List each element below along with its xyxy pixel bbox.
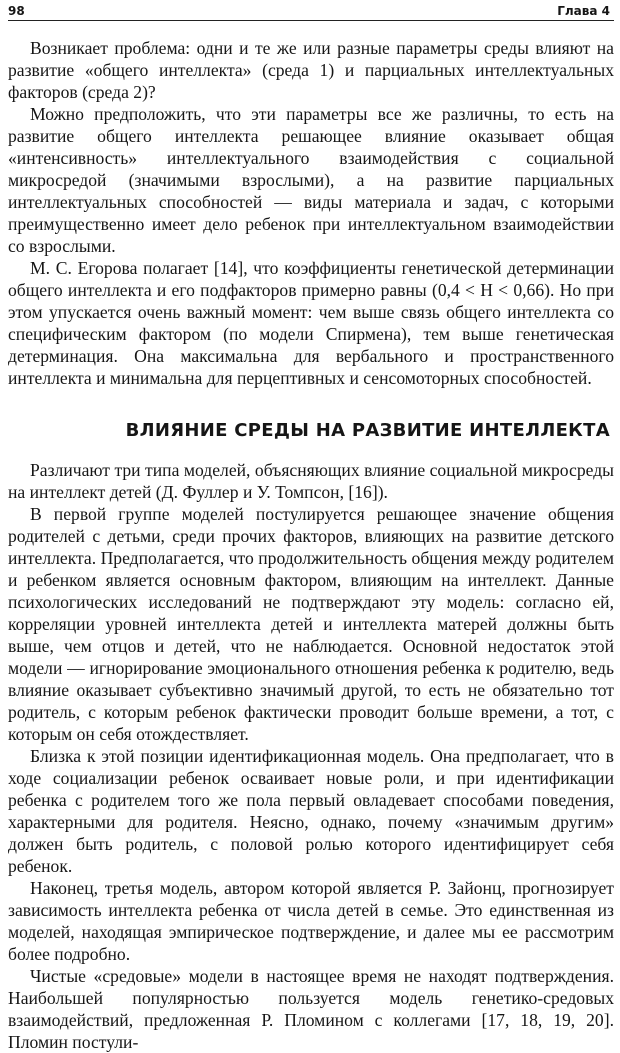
chapter-title: Глава 4 (557, 4, 610, 18)
paragraph: Наконец, третья модель, автором которой является Р. Зайонц, прогнозирует зависимость интеллекта ребенка от числа детей в семье. Это единственная из моделей, находящая эмпирическое подтверждение, и далее мы ее рассмотрим более подробно. (8, 878, 614, 964)
paragraph: Можно предположить, что эти параметры все же различны, то есть на развитие общего интеллекта решающее влияние оказывает общая «интенсивность» интеллектуального взаимодействия с социальной микросредой (значимыми взрослыми), а на развитие парциальных интеллектуальных способностей — виды материала и задач, с которыми преимущественно имеет дело ребенок при интеллектуальном взаимодействии со взрослыми. (8, 104, 614, 256)
paragraph: М. С. Егорова полагает [14], что коэффициенты генетической детерминации общего интеллекта и его подфакторов примерно равны (0,4 < H < 0,66). Но при этом упускается очень важный момент: чем выше связь общего интеллекта со специфическим фактором (по модели Спирмена), тем выше генетическая детерминация. Она максимальна для вербального и пространственного интеллекта и минимальна для перцептивных и сенсомоторных способностей. (8, 258, 614, 388)
page-body (8, 37, 614, 1053)
paragraph: Чистые «средовые» модели в настоящее время не находят подтверждения. Наибольшей популярностью пользуется модель генетико-средовых взаимодействий, предложенная Р. Пломином с коллегами [17, 18, 19, 20]. Пломин постули- (8, 966, 614, 1052)
paragraph: Различают три типа моделей, объясняющих влияние социальной микросреды на интеллект детей (Д. Фуллер и У. Томпсон, [16]). (8, 460, 614, 502)
section-heading: ВЛИЯНИЕ СРЕДЫ НА РАЗВИТИЕ ИНТЕЛЛЕКТА (125, 420, 610, 441)
paragraph: Возникает проблема: одни и те же или разные параметры среды влияют на развитие «общего интеллекта» (среда 1) и парциальных интеллектуальных факторов (среда 2)? (8, 38, 614, 102)
running-header (8, 0, 614, 21)
paragraph: Близка к этой позиции идентификационная модель. Она предполагает, что в ходе социализации ребенок осваивает новые роли, и при идентификации ребенка с родителем того же пола первый овладевает способами поведения, характерными для родителя. Неясно, однако, почему «значимым другим» должен быть родитель, с половой ролью которого идентифицирует себя ребенок. (8, 746, 614, 876)
page-number: 98 (8, 4, 25, 18)
paragraph: В первой группе моделей постулируется решающее значение общения родителей с детьми, среди прочих факторов, влияющих на развитие детского интеллекта. Предполагается, что продолжительность общения между родителем и ребенком является основным фактором, влияющим на интеллект. Данные психологических исследований не подтверждают эту модель: согласно ей, корреляции уровней интеллекта детей и интеллекта матерей должны быть выше, чем отцов и детей, что не наблюдается. Основной недостаток этой модели — игнорирование эмоционального отношения ребенка к родителю, ведь влияние оказывает субъективно значимый другой, то есть не обязательно тот родитель, с которым ребенок фактически проводит больше времени, а тот, с которым он себя отождествляет. (8, 504, 614, 744)
